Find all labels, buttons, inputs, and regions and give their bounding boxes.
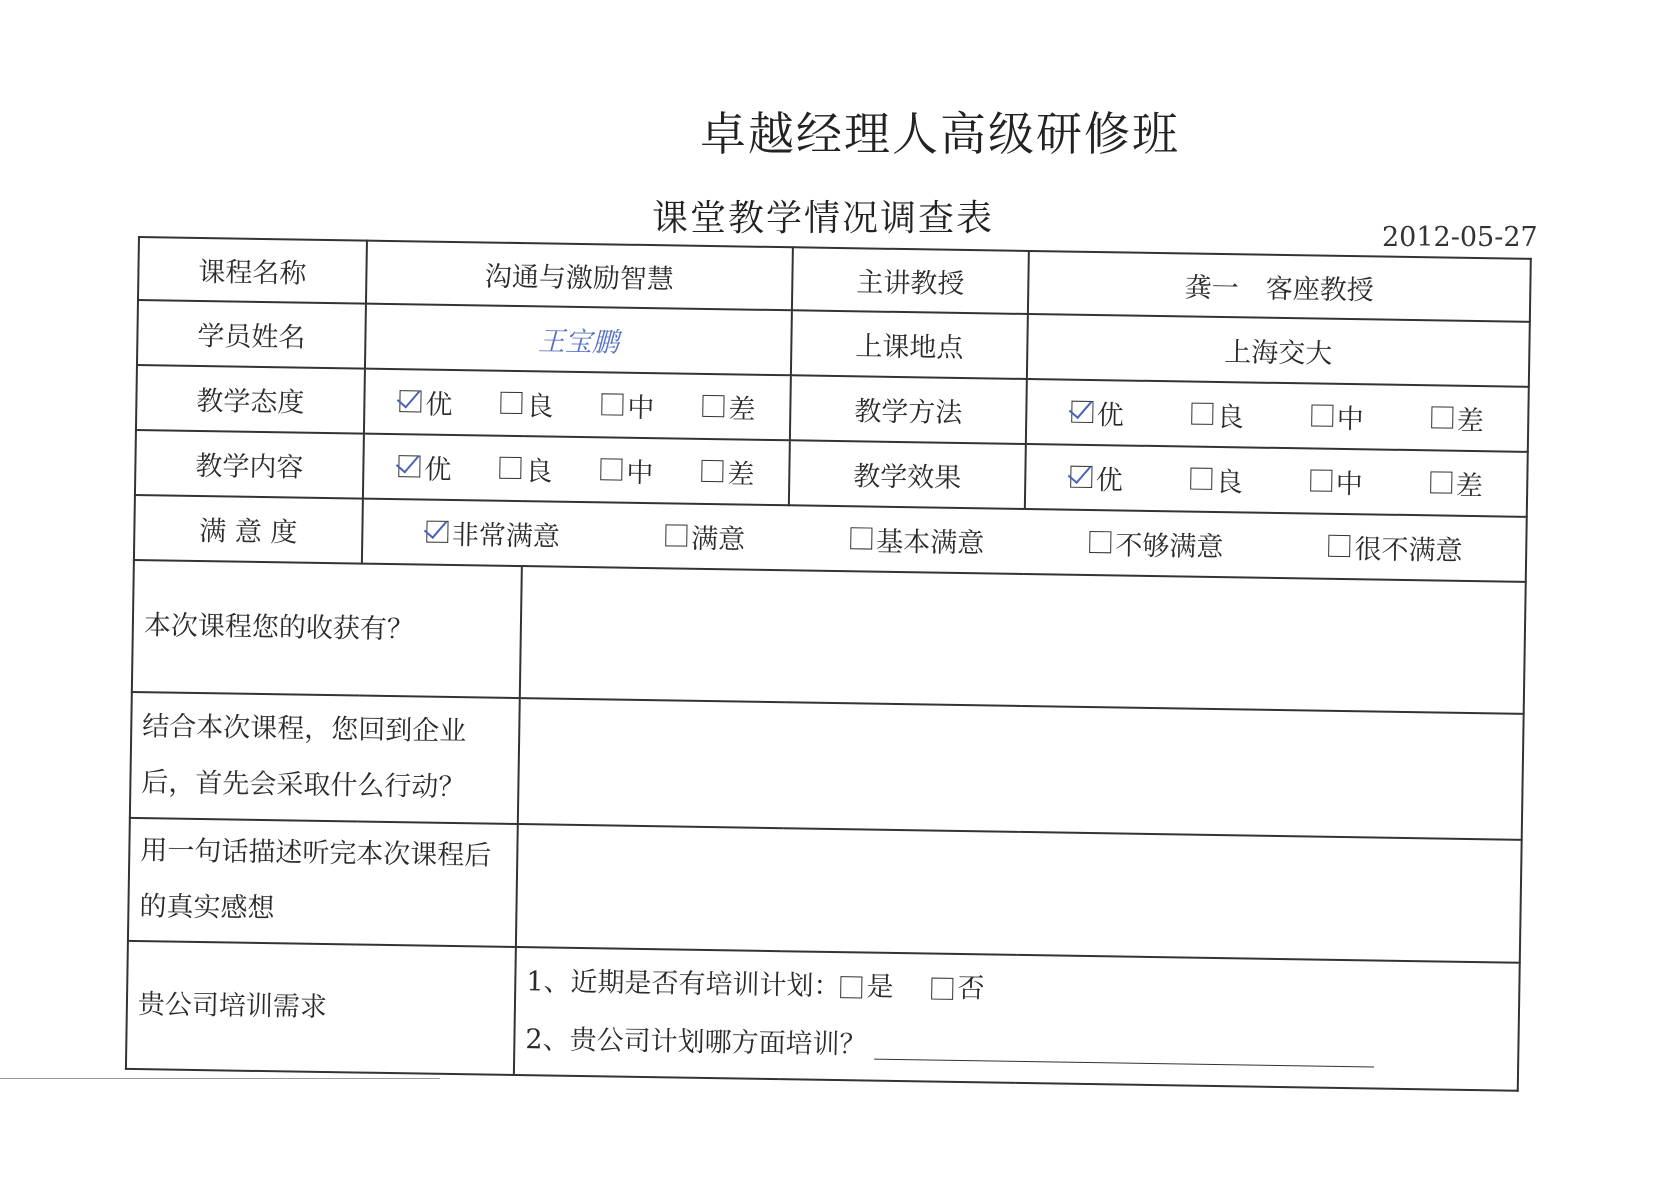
label-teaching-attitude: 教学态度	[136, 365, 365, 434]
option-label: 良	[525, 455, 553, 488]
form-date: 2012-05-27	[1382, 222, 1538, 253]
survey-table	[125, 236, 1532, 1092]
checkbox-attitude-average[interactable]	[601, 385, 655, 425]
training-plan-question: 1、近期是否有培训计划：	[526, 966, 841, 1003]
option-label: 中	[1336, 403, 1365, 436]
checkbox-icon[interactable]	[1310, 470, 1332, 492]
checkbox-icon[interactable]	[1328, 535, 1350, 557]
lecturer-field[interactable]: 龚一 客座教授	[1028, 251, 1531, 322]
option-label: 不够满意	[1115, 530, 1224, 563]
checkbox-method-average[interactable]	[1311, 396, 1365, 436]
checkbox-method-excellent[interactable]	[1071, 393, 1125, 433]
checkbox-icon[interactable]	[850, 528, 872, 550]
checkbox-icon[interactable]	[499, 457, 521, 479]
label-satisfaction: 满 意 度	[134, 495, 363, 564]
option-label: 满意	[690, 523, 746, 556]
label-teaching-content: 教学内容	[135, 430, 364, 499]
checkbox-content-good[interactable]	[499, 449, 553, 489]
checkbox-content-average[interactable]	[600, 450, 654, 490]
teaching-attitude-options	[364, 368, 791, 440]
checkbox-icon[interactable]	[1431, 407, 1453, 429]
checkbox-icon[interactable]	[1191, 403, 1213, 425]
form-title: 卓越经理人高级研修班	[700, 107, 1180, 161]
checkbox-icon[interactable]	[600, 459, 622, 481]
checkbox-icon[interactable]	[1190, 468, 1212, 490]
option-label: 差	[1455, 470, 1483, 502]
checkbox-icon[interactable]	[399, 390, 421, 412]
checkbox-attitude-good[interactable]	[500, 384, 554, 424]
option-label: 中	[626, 457, 654, 489]
checkbox-icon[interactable]	[500, 392, 522, 414]
label-student-name: 学员姓名	[137, 300, 366, 369]
question-feeling: 用一句话描述听完本次课程后的真实感想	[128, 818, 518, 948]
question-gain: 本次课程您的收获有？	[132, 560, 522, 698]
option-label: 差	[1456, 405, 1484, 437]
option-label: 很不满意	[1354, 533, 1463, 567]
checkbox-icon[interactable]	[1430, 472, 1452, 494]
checkbox-icon[interactable]	[1070, 466, 1092, 488]
checkbox-attitude-poor[interactable]	[702, 387, 756, 427]
student-name-field[interactable]: 王宝鹏	[365, 303, 792, 375]
spacer	[893, 988, 931, 989]
checkbox-training-no[interactable]	[931, 960, 985, 1019]
option-label: 基本满意	[876, 526, 985, 560]
checkbox-icon[interactable]	[426, 521, 448, 543]
checkbox-icon[interactable]	[701, 460, 723, 482]
option-label: 中	[627, 392, 655, 424]
label-teaching-method: 教学方法	[790, 375, 1027, 444]
option-label: 良	[1215, 466, 1244, 499]
location-field[interactable]: 上海交大	[1027, 314, 1530, 387]
checkbox-icon[interactable]	[398, 455, 420, 477]
checkbox-icon[interactable]	[601, 394, 623, 416]
option-label: 优	[1096, 399, 1125, 432]
checkbox-attitude-excellent[interactable]	[399, 382, 453, 422]
label-teaching-effect: 教学效果	[789, 440, 1026, 509]
checkbox-icon[interactable]	[1071, 401, 1093, 423]
option-label: 优	[425, 389, 453, 421]
checkbox-icon[interactable]	[1089, 531, 1111, 553]
course-name-field[interactable]: 沟通与激励智慧	[366, 241, 793, 311]
checkbox-content-poor[interactable]	[701, 452, 755, 492]
checkbox-content-excellent[interactable]	[398, 447, 452, 487]
checkbox-icon[interactable]	[931, 978, 953, 1000]
option-label: 良	[1216, 401, 1245, 434]
option-label: 差	[728, 394, 756, 426]
label-location: 上课地点	[791, 310, 1028, 379]
answer-feeling-field[interactable]	[516, 824, 1522, 963]
checkbox-icon[interactable]	[702, 395, 724, 417]
label-course-name: 课程名称	[138, 237, 367, 303]
checkbox-icon[interactable]	[665, 525, 687, 547]
question-action: 结合本次课程，您回到企业后，首先会采取什么行动？	[130, 692, 520, 824]
training-needs-answers	[514, 947, 1520, 1091]
checkbox-icon[interactable]	[840, 976, 862, 998]
option-label: 优	[1095, 464, 1124, 497]
answer-gain-field[interactable]	[520, 566, 1526, 714]
option-label: 优	[424, 454, 452, 486]
teaching-effect-options	[1025, 444, 1528, 517]
label-lecturer: 主讲教授	[792, 247, 1029, 314]
checkbox-icon[interactable]	[1311, 405, 1333, 427]
answer-action-field[interactable]	[518, 698, 1524, 839]
option-label: 是	[866, 971, 894, 1004]
checkbox-effect-good[interactable]	[1190, 459, 1244, 499]
checkbox-method-good[interactable]	[1191, 394, 1245, 434]
teaching-method-options	[1026, 379, 1529, 452]
training-area-question: 2、贵公司计划哪方面培训？	[525, 1024, 867, 1061]
option-label: 良	[526, 390, 554, 423]
checkbox-training-yes[interactable]	[840, 958, 894, 1017]
option-label: 中	[1335, 468, 1363, 501]
survey-form	[125, 236, 1530, 1092]
checkbox-method-poor[interactable]	[1430, 398, 1484, 438]
option-label: 否	[957, 973, 985, 1005]
option-label: 非常满意	[451, 519, 561, 553]
teaching-content-options	[363, 433, 790, 505]
checkbox-not-satisfied[interactable]	[1089, 523, 1224, 564]
checkbox-effect-poor[interactable]	[1429, 463, 1483, 503]
option-label: 差	[727, 459, 755, 491]
checkbox-effect-average[interactable]	[1309, 461, 1363, 501]
checkbox-very-unsatisfied[interactable]	[1328, 527, 1463, 568]
page-edge-line	[0, 1078, 440, 1079]
checkbox-effect-excellent[interactable]	[1070, 457, 1124, 497]
checkbox-basically-satisfied[interactable]	[850, 519, 985, 560]
training-area-input-line[interactable]	[874, 1032, 1374, 1067]
form-subtitle: 课堂教学情况调查表	[652, 198, 995, 239]
question-training-needs: 贵公司培训需求	[126, 941, 516, 1075]
checkbox-very-satisfied[interactable]	[426, 512, 561, 553]
checkbox-satisfied[interactable]	[665, 516, 746, 556]
